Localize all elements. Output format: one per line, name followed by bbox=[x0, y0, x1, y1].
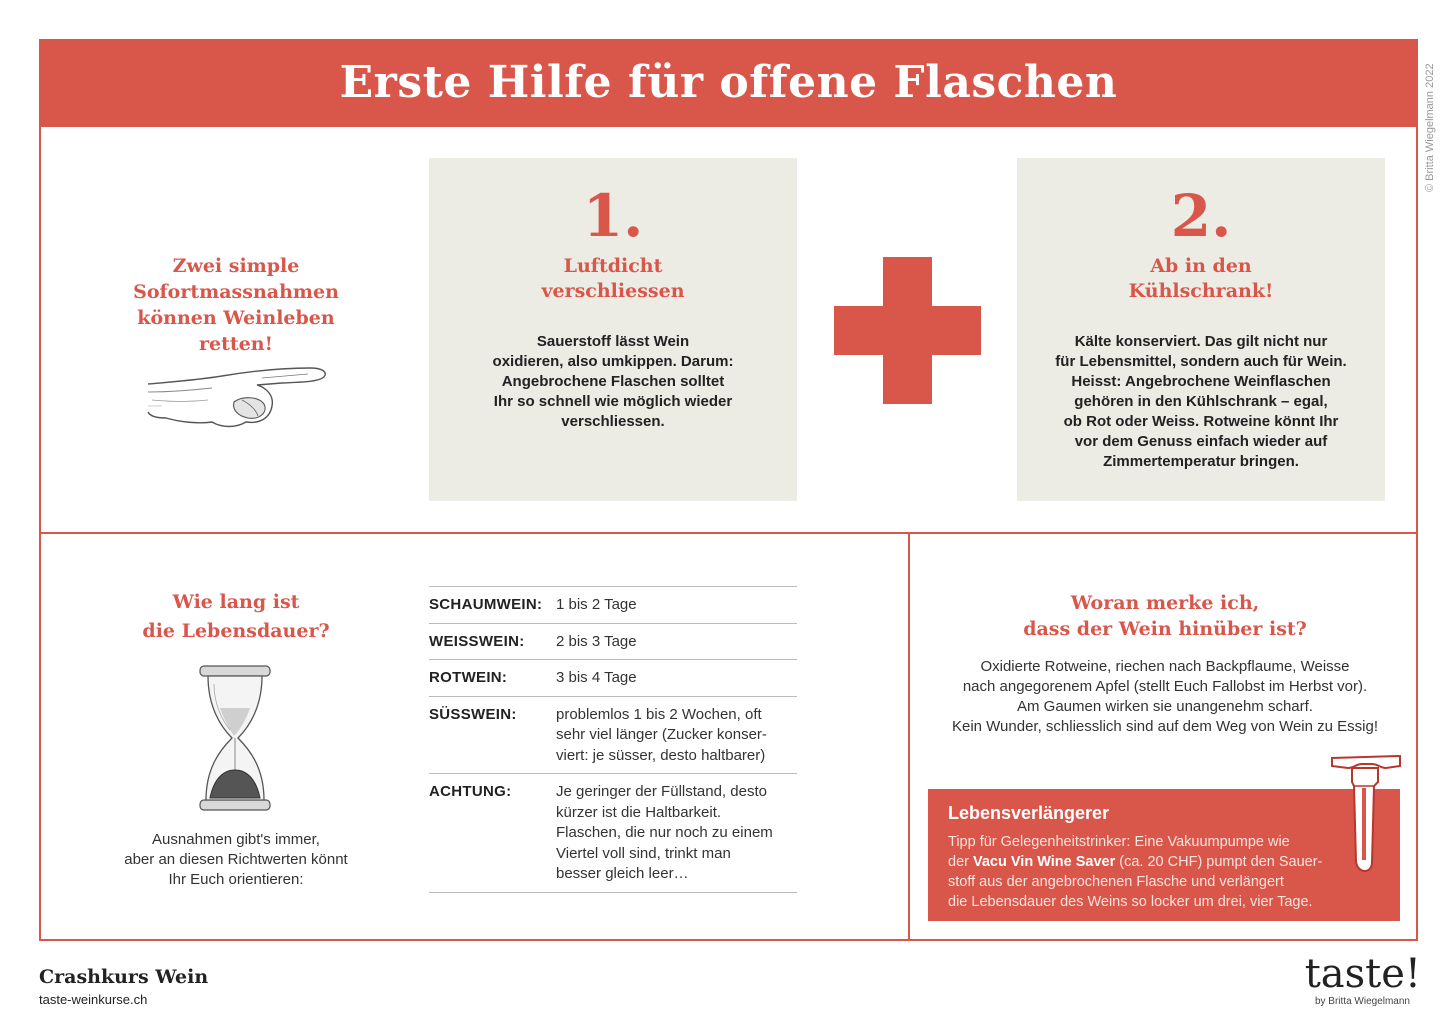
card-number: 2. bbox=[1170, 182, 1232, 250]
card-body-line: Sauerstoff lässt Wein bbox=[536, 333, 690, 350]
tip-text-line bbox=[948, 852, 1340, 872]
table-row bbox=[429, 697, 797, 775]
card-body-line: für Lebensmittel, sondern auch für Wein. bbox=[1055, 353, 1347, 370]
page-title: Erste Hilfe für offene Flaschen bbox=[339, 57, 1118, 108]
tip-title: Lebensverlängerer bbox=[948, 803, 1110, 823]
card-body-line: Heisst: Angebrochene Weinflaschen bbox=[1071, 373, 1331, 390]
lifespan-note-line: Ihr Euch orientieren: bbox=[168, 871, 304, 888]
row-value-line: 2 bis 3 Tage bbox=[556, 632, 637, 650]
intro-line: Sofortmassnahmen bbox=[133, 281, 339, 303]
spoilage-text-line: Oxidierte Rotweine, riechen nach Backpflaume, Weisse bbox=[980, 658, 1350, 675]
tip-card-airtight bbox=[429, 158, 797, 501]
lifespan-heading-line: Wie lang ist bbox=[172, 591, 300, 613]
intro-line: Zwei simple bbox=[172, 255, 300, 277]
card-title bbox=[1017, 254, 1385, 304]
spoilage-heading-line: dass der Wein hinüber ist? bbox=[1023, 618, 1307, 640]
spoilage-heading-line: Woran merke ich, bbox=[1070, 592, 1260, 614]
row-label: ROTWEIN: bbox=[429, 669, 508, 686]
row-value-line: Je geringer der Füllstand, desto bbox=[556, 783, 767, 800]
red-cross-icon bbox=[834, 257, 981, 404]
card-body-line: gehören in den Kühlschrank – egal, bbox=[1074, 393, 1328, 410]
card-body bbox=[429, 332, 797, 432]
card-title-line: Luftdicht bbox=[563, 255, 663, 277]
card-title-line: verschliessen bbox=[541, 280, 685, 302]
row-value bbox=[556, 595, 797, 616]
card-title bbox=[429, 254, 797, 304]
tip-text-line: stoff aus der angebrochenen Flasche und verlängert bbox=[948, 874, 1284, 890]
lifespan-heading bbox=[120, 588, 352, 646]
row-value-line: 1 bis 2 Tage bbox=[556, 596, 637, 613]
spoilage-text-line: Am Gaumen wirken sie unangenehm scharf. bbox=[1017, 698, 1313, 715]
copyright-note bbox=[1424, 40, 1438, 200]
card-title-line: Ab in den bbox=[1150, 255, 1252, 277]
tip-text-line: die Lebensdauer des Weins so locker um drei, vier Tage. bbox=[948, 894, 1313, 910]
tip-text-segment: der bbox=[948, 854, 973, 870]
card-body-line: ob Rot oder Weiss. Rotweine könnt Ihr bbox=[1063, 413, 1339, 430]
row-value-line: Flaschen, die nur noch zu einem bbox=[556, 824, 773, 841]
lifespan-note bbox=[100, 830, 372, 890]
lifespan-note-line: Ausnahmen gibt's immer, bbox=[152, 831, 320, 848]
spoilage-heading bbox=[935, 590, 1395, 642]
divider-vertical bbox=[908, 533, 910, 941]
row-value-line: viert: je süsser, desto haltbarer) bbox=[556, 746, 766, 764]
row-value-line: problemlos 1 bis 2 Wochen, oft bbox=[556, 705, 762, 723]
tip-text bbox=[948, 832, 1340, 912]
divider-horizontal bbox=[39, 532, 1418, 534]
footer-url: taste-weinkurse.ch bbox=[39, 992, 148, 1007]
spoilage-text bbox=[935, 657, 1395, 737]
table-row bbox=[429, 624, 797, 661]
row-value-line: sehr viel länger (Zucker konser- bbox=[556, 726, 767, 743]
row-value bbox=[556, 705, 797, 767]
table-row bbox=[429, 587, 797, 624]
product-name: Vacu Vin Wine Saver bbox=[973, 854, 1116, 870]
card-body-line: oxidieren, also umkippen. Darum: bbox=[492, 353, 734, 370]
table-row bbox=[429, 774, 797, 893]
card-body-line: Zimmertemperatur bringen. bbox=[1103, 453, 1299, 470]
row-label: WEISSWEIN: bbox=[429, 632, 525, 650]
tip-card-fridge bbox=[1017, 158, 1385, 501]
card-body bbox=[1017, 332, 1385, 472]
row-value-line: 3 bis 4 Tage bbox=[556, 669, 637, 686]
row-label: SÜSSWEIN: bbox=[429, 705, 517, 723]
pointing-hand-icon bbox=[142, 362, 332, 434]
spoilage-text-line: Kein Wunder, schliesslich sind auf dem Weg von Wein zu Essig! bbox=[951, 718, 1379, 735]
brand-logo: taste! bbox=[1304, 951, 1421, 997]
lifespan-note-line: aber an diesen Richtwerten könnt bbox=[124, 851, 348, 868]
card-number: 1. bbox=[582, 182, 644, 250]
tip-text-segment: (ca. 20 CHF) pumpt den Sauer- bbox=[1115, 854, 1323, 870]
lifespan-table bbox=[429, 586, 797, 893]
card-body-line: Angebrochene Flaschen solltet bbox=[501, 373, 725, 390]
card-body-line: Kälte konserviert. Das gilt nicht nur bbox=[1074, 333, 1328, 350]
card-title-line: Kühlschrank! bbox=[1128, 280, 1274, 302]
row-value bbox=[556, 632, 797, 653]
tip-text-line: Tipp für Gelegenheitstrinker: Eine Vakuumpumpe wie bbox=[948, 834, 1290, 850]
footer-title: Crashkurs Wein bbox=[39, 966, 209, 988]
intro-line: retten! bbox=[199, 333, 273, 355]
intro-heading bbox=[120, 253, 352, 357]
copyright-text: © Britta Wiegelmann 2022 bbox=[1424, 63, 1436, 192]
row-label: ACHTUNG: bbox=[429, 783, 512, 800]
card-body-line: verschliessen. bbox=[561, 413, 665, 430]
row-value-line: kürzer ist die Haltbarkeit. bbox=[556, 803, 722, 821]
card-body-line: vor dem Genuss einfach wieder auf bbox=[1074, 433, 1328, 450]
header-banner bbox=[39, 39, 1418, 127]
row-value bbox=[556, 782, 797, 885]
row-label: SCHAUMWEIN: bbox=[429, 596, 543, 613]
row-value-line: besser gleich leer… bbox=[556, 865, 689, 882]
row-value-line: Viertel voll sind, trinkt man bbox=[556, 844, 731, 862]
lifespan-heading-line: die Lebensdauer? bbox=[142, 620, 330, 642]
table-row bbox=[429, 660, 797, 697]
card-body-line: Ihr so schnell wie möglich wieder bbox=[493, 393, 733, 410]
row-value bbox=[556, 668, 797, 689]
hourglass-icon bbox=[196, 664, 274, 812]
spoilage-text-line: nach angegorenem Apfel (stellt Euch Fallobst im Herbst vor). bbox=[962, 678, 1368, 695]
vacuum-pump-icon bbox=[1328, 752, 1404, 880]
intro-line: können Weinleben bbox=[137, 307, 335, 329]
brand-byline: by Britta Wiegelmann bbox=[1314, 996, 1410, 1007]
